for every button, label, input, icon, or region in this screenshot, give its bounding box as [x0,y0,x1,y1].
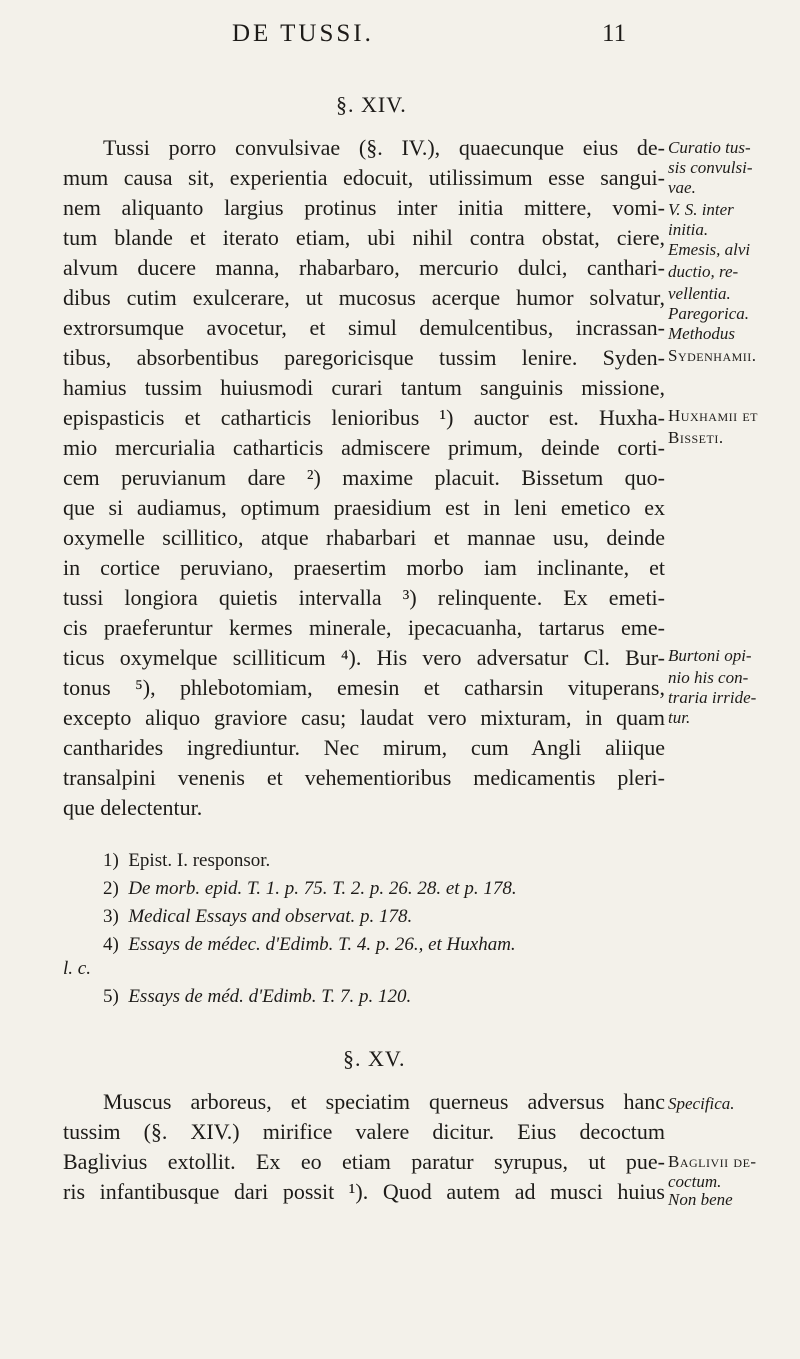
text-line: cantharides ingrediuntur. Nec mirum, cum Angli aliique [63,735,665,760]
footnote: 5) Essays de méd. d'Edimb. T. 7. p. 120. [103,986,412,1007]
text-line: cis praeferuntur kermes minerale, ipecacuanha, tartarus eme- [63,615,665,640]
margin-note: tur. [668,708,691,727]
footnote: 4) Essays de médec. d'Edimb. T. 4. p. 26., et Huxham. [103,934,516,955]
text-line: hamius tussim huiusmodi curari tantum sanguinis missione, [63,375,665,400]
text-line: epispasticis et catharticis lenioribus ¹) auctor est. Huxha- [63,405,665,430]
running-head [0,14,800,54]
margin-note: Sydenhamii. [668,346,757,365]
section-heading-xv: §. XV. [343,1046,406,1071]
footnote: 1) Epist. I. responsor. [103,850,271,871]
text-line: tussim (§. XIV.) mirifice valere dicitur. Eius decoctum [63,1119,665,1144]
footnote: l. c. [63,958,91,979]
text-line: que si audiamus, optimum praesidium est in leni emetico ex [63,495,665,520]
text-line: Baglivius extollit. Ex eo etiam paratur syrupus, ut pue- [63,1149,665,1174]
margin-note: Baglivii de- [668,1152,757,1171]
margin-note: vae. [668,178,696,197]
text-line: cem peruvianum dare ²) maxime placuit. Bissetum quo- [63,465,665,490]
text-line: que delectentur. [63,795,203,820]
margin-note: Huxhamii et [668,406,759,425]
text-line: oxymelle scillitico, atque rhabarbari et mannae usu, deinde [63,525,665,550]
page-number: 11 [602,20,627,47]
text-line: tonus ⁵), phlebotomiam, emesin et catharsin vituperans, [63,675,665,700]
margin-note: Emesis, alvi [668,240,751,259]
text-line: transalpini venenis et vehementioribus medicamentis pleri- [63,765,665,790]
text-line: mum causa sit, experientia edocuit, utilissimum esse sangui- [63,165,665,190]
margin-note: V. S. inter [668,200,734,219]
margin-note: nio his con- [668,668,749,687]
margin-note: Methodus [668,324,736,343]
text-line: nem aliquanto largius protinus inter initia mittere, vomi- [63,195,665,220]
text-line: tibus, absorbentibus paregoricisque tussim lenire. Syden- [63,345,665,370]
text-line: in cortice peruviano, praesertim morbo iam inclinante, et [63,555,665,580]
margin-note: Paregorica. [668,304,750,323]
margin-note: ductio, re- [668,262,739,281]
text-line: dibus cutim exulcerare, ut mucosus acerque humor solvatur, [63,285,665,310]
margin-note: Non bene [668,1190,733,1209]
footnote: 3) Medical Essays and observat. p. 178. [103,906,413,927]
margin-note: sis convulsi- [668,158,753,177]
margin-note: Curatio tus- [668,138,751,157]
margin-note: coctum. [668,1172,722,1191]
text-line: mio mercurialia catharticis admiscere primum, deinde corti- [63,435,665,460]
running-head-title: DE TUSSI. [232,20,374,47]
margin-note: vellentia. [668,284,731,303]
margin-note: Bisseti. [668,428,724,447]
margin-note: traria irride- [668,688,757,707]
footnote: 2) De morb. epid. T. 1. p. 75. T. 2. p. 26. 28. et p. 178. [103,878,517,899]
section-heading-xiv: §. XIV. [336,92,407,117]
text-line: tum blande et iterato etiam, ubi nihil contra obstat, ciere, [63,225,665,250]
margin-note: Burtoni opi- [668,646,752,665]
text-line: extrorsumque avocetur, et simul demulcentibus, incrassan- [63,315,665,340]
text-line: ris infantibusque dari possit ¹). Quod autem ad musci huius [63,1179,665,1204]
margin-note: initia. [668,220,709,239]
text-line: excepto aliquo graviore casu; laudat vero mixturam, in quam [63,705,665,730]
text-line: tussi longiora quietis intervalla ³) relinquente. Ex emeti- [63,585,665,610]
text-line: Tussi porro convulsivae (§. IV.), quaecunque eius de- [103,135,665,160]
text-line: Muscus arboreus, et speciatim querneus adversus hanc [103,1089,665,1114]
margin-note: Specifica. [668,1094,735,1113]
text-line: alvum ducere manna, rhabarbaro, mercurio dulci, canthari- [63,255,665,280]
text-line: ticus oxymelque scilliticum ⁴). His vero adversatur Cl. Bur- [63,645,665,670]
